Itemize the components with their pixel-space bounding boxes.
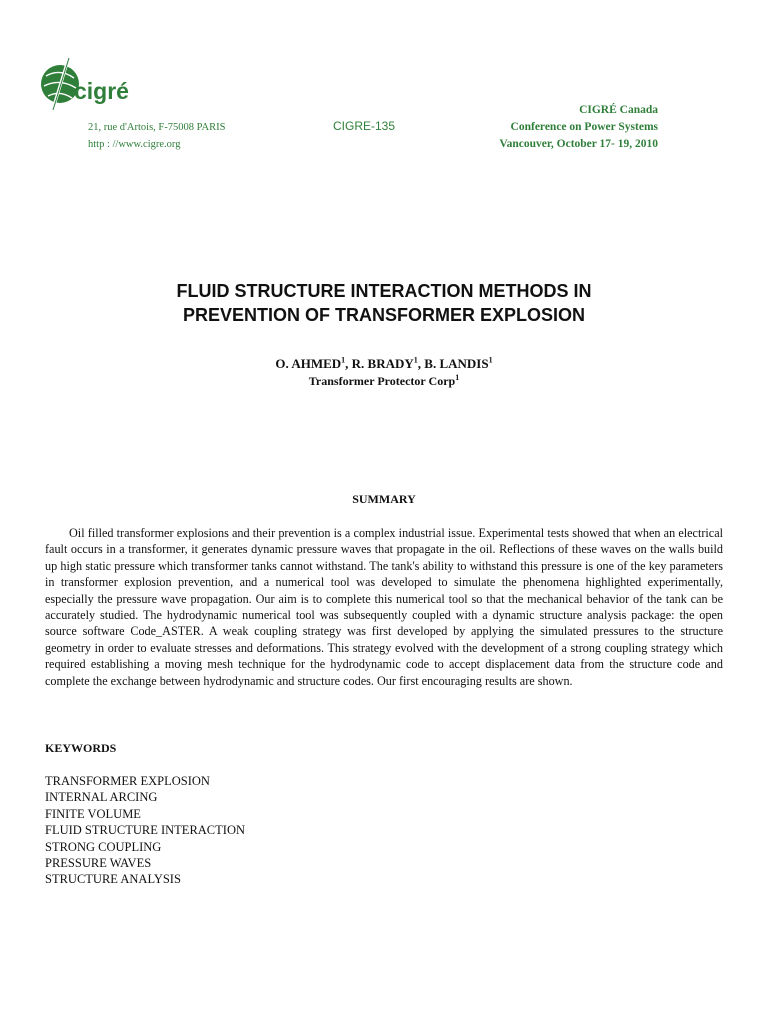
document-id: CIGRE-135 bbox=[333, 119, 396, 133]
keyword-item: STRONG COUPLING bbox=[45, 839, 162, 854]
keywords-heading: KEYWORDS bbox=[45, 741, 117, 755]
author-affiliation bbox=[0, 374, 768, 389]
title-line-2: PREVENTION OF TRANSFORMER EXPLOSION bbox=[182, 305, 586, 325]
affiliation-mark: 1 bbox=[341, 355, 346, 365]
address-line: 21, rue d'Artois, F-75008 PARIS bbox=[88, 122, 226, 133]
paper-title bbox=[0, 279, 768, 327]
title-line-1: FLUID STRUCTURE INTERACTION METHODS IN bbox=[176, 281, 592, 301]
affiliation-mark: 1 bbox=[455, 373, 460, 382]
keyword-item: STRUCTURE ANALYSIS bbox=[45, 872, 181, 887]
conference-org: CIGRÉ Canada bbox=[579, 104, 658, 116]
conference-location-date: Vancouver, October 17- 19, 2010 bbox=[499, 138, 658, 150]
keyword-item: FINITE VOLUME bbox=[45, 806, 141, 821]
logo-wordmark: cigré bbox=[74, 78, 129, 104]
affiliation-mark: 1 bbox=[413, 355, 418, 365]
author-list: O. AHMED$^1$, R. BRADY$^1$, B. LANDIS$^1$ bbox=[275, 355, 493, 371]
conference-info bbox=[499, 102, 658, 153]
keyword-item: PRESSURE WAVES bbox=[45, 856, 152, 871]
keyword-item: INTERNAL ARCING bbox=[45, 790, 158, 805]
author-name: O. AHMED bbox=[275, 356, 342, 371]
summary-heading: SUMMARY bbox=[352, 492, 416, 506]
author-name: R. BRADY bbox=[351, 356, 414, 371]
keywords-list bbox=[45, 773, 245, 888]
website-url: http : //www.cigre.org bbox=[88, 139, 181, 150]
keyword-item: FLUID STRUCTURE INTERACTION bbox=[45, 823, 245, 838]
organization-address bbox=[88, 119, 225, 153]
affiliation-mark: 1 bbox=[488, 355, 493, 365]
summary-paragraph: Oil filled transformer explosions and their prevention is a complex industrial issue. Experimental tests showed that when an electrical fault occurs in a transformer, it generates dynamic pressure waves that propagate in the oil. Reflections of these waves on the walls build up high static pressure which transformer tanks cannot withstand. The tank's ability to withstand this pressure is one of the key parameters in transformer explosion prevention, and a numerical tool was developed to simulate the phenomena highlighted experimentally, especially the pressure wave propagation. Our aim is to complete this numerical tool so that the mechanical behavior of the tank can be accurately studied. The hydrodynamic numerical tool was subsequently coupled with a dynamic structure analysis package: the open source software Code_ASTER. A weak coupling strategy was first developed by applying the simulated pressures to the structure geometry in order to evaluate stresses and deformations. This strategy evolved with the development of a strong coupling strategy which required establishing a moving mesh technique for the hydrodynamic code to accept displacement data from the structure code and complete the exchange between hydrodynamic and structure codes. Our first encouraging results are shown. bbox=[45, 526, 723, 688]
author-name: B. LANDIS bbox=[424, 356, 489, 371]
keyword-item: TRANSFORMER EXPLOSION bbox=[45, 774, 210, 788]
affiliation-name: Transformer Protector Corp bbox=[308, 374, 456, 388]
conference-name: Conference on Power Systems bbox=[510, 121, 658, 133]
cigre-logo bbox=[38, 58, 130, 116]
